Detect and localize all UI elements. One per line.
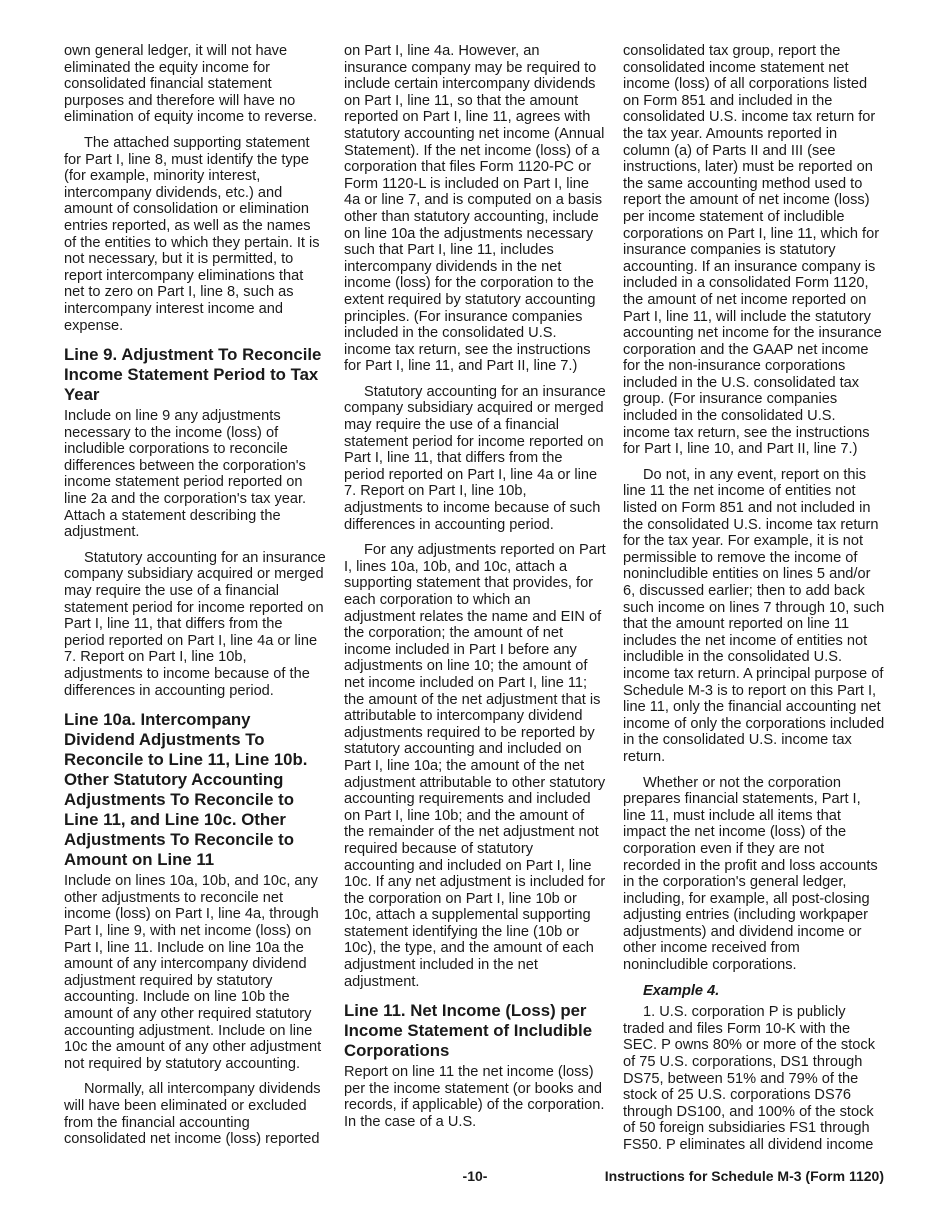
paragraph: Include on line 9 any adjustments necessary to the income (loss) of includible corporations to reconcile differences between the corporation's income statement period reported on line 2a and the corporation's tax year. Attach a statement describing the adjustment. bbox=[64, 408, 307, 541]
paragraph: Report on line 11 the net income (loss) per the income statement (or books and records, if applicable) of the corporation. In the case of a U.S. bbox=[344, 1064, 605, 1131]
paragraph: own general ledger, it will not have eliminated the equity income for consolidated financial statement purposes and therefore will have no elimination of equity income to reverse. bbox=[64, 43, 318, 126]
paragraph: Normally, all intercompany dividends will have been eliminated or excluded from the financial accounting consolidated net income (loss) reported bbox=[64, 1081, 321, 1148]
section-heading-line-11: Line 11. Net Income (Loss) per Income Statement of Includible Corporations bbox=[344, 1001, 593, 1061]
paragraph: 1. U.S. corporation P is publicly traded and files Form 10-K with the SEC. P owns 80% or more of the stock of 75 U.S. corporations, DS1 through DS75, between 51% and 79% of the stock of 25 U.S. corporations DS76 through DS100, and 100% of the stock of 50 foreign subsidiaries FS1 through FS50. P eliminates all dividend income bbox=[623, 1004, 875, 1153]
column-3 bbox=[623, 43, 885, 1163]
paragraph: on Part I, line 4a. However, an insurance company may be required to include certain intercompany dividends on Part I, line 11, so that the amount reported on Part I, line 11, agrees with statutory accounting net income (Annual Statement). If the net income (loss) of a corporation that files Form 1120-PC or Form 1120-L is included on Part I, line 4a or line 7, and is computed on a basis other than statutory accounting, include on line 10a the adjustments necessary such that Part I, line 11, includes intercompany dividends in the net income (loss) for the corporation to the extent required by statutory accounting principles. (For insurance companies included in the consolidated U.S. income tax return, see the instructions for Part I, line 11, and Part II, line 7.) bbox=[344, 43, 605, 375]
paragraph: consolidated tax group, report the consolidated income statement net income (loss) of all corporations listed on Form 851 and included in the consolidated U.S. income tax return for the tax year. Amounts reported in column (a) of Parts II and III (see instructions, later) must be reported on the same accounting method used to report the amount of net income (loss) per income statement of includible corporations on Part I, line 11, which for insurance companies is statutory accounting. If an insurance company is included in a consolidated Form 1120, the amount of net income reported on Part I, line 11, will include the statutory accounting net income for the insurance corporation and the GAAP net income for the non-insurance corporations included in the U.S. consolidated tax group. (For insurance companies included in the consolidated U.S. income tax return, see the instructions for Part I, line 10, and Part II, line 7.) bbox=[623, 43, 882, 458]
document-title: Instructions for Schedule M-3 (Form 1120) bbox=[604, 1168, 884, 1184]
paragraph: Do not, in any event, report on this line 11 the net income of entities not listed on Form 851 and not included in the consolidated U.S. income tax return for the tax year. For example, it is not permissible to remove the income of nonincludible entities on lines 5 and/or 6, discussed earlier; then to add back such income on lines 7 through 10, such that the amount reported on line 11 includes the net income of entities not includible in the consolidated U.S. income tax return. A principal purpose of Schedule M-3 is to report on this Part I, line 11, only the financial accounting net income of only the corporations included in the consolidated U.S. income tax return. bbox=[623, 466, 885, 765]
column-2 bbox=[344, 43, 606, 1140]
paragraph: Statutory accounting for an insurance company subsidiary acquired or merged may require the use of a financial statement period for income reported on Part I, line 11, that differs from the period reported on Part I, line 4a or line 7. Report on Part I, line 10b, adjustments to income because of the differences in accounting period. bbox=[64, 549, 326, 699]
section-heading-line-9: Line 9. Adjustment To Reconcile Income Statement Period to Tax Year bbox=[64, 345, 322, 405]
paragraph: Include on lines 10a, 10b, and 10c, any other adjustments to reconcile net income (loss) on Part I, line 4a, through Part I, line 9, with net income (loss) on Part I, line 11. Include on line 10a the amount of any intercompany dividend adjustment required by statutory accounting. Include on line 10b the amount of any other required statutory accounting adjustment. Include on line 10c the amount of any other adjustment not required by statutory accounting. bbox=[64, 873, 322, 1072]
paragraph: Whether or not the corporation prepares financial statements, Part I, line 11, must include all items that impact the net income (loss) of the corporation even if they are not recorded in the profit and loss accounts in the corporation's general ledger, including, for example, all post-closing adjusting entries (including workpaper adjustments) and dividend income or other income received from nonincludible corporations. bbox=[623, 774, 878, 974]
section-heading-line-10: Line 10a. Intercompany Dividend Adjustments To Reconcile to Line 11, Line 10b. Other Statutory Accounting Adjustments To Reconcile to Line 11, and Line 10c. Other Adjustments To Reconcile to Amount on Line 11 bbox=[64, 710, 308, 870]
page-number: -10- bbox=[462, 1168, 488, 1184]
column-1 bbox=[64, 43, 326, 1157]
example-label: Example 4. bbox=[643, 982, 720, 999]
paragraph: The attached supporting statement for Part I, line 8, must identify the type (for example, minority interest, intercompany dividends, etc.) and amount of consolidation or elimination entries reported, as well as the names of the entities to which they pertain. It is not necessary, but it is permitted, to report intercompany eliminations that net to zero on Part I, line 8, such as intercompany interest income and expense. bbox=[64, 134, 320, 334]
paragraph: Statutory accounting for an insurance company subsidiary acquired or merged may require the use of a financial statement period for income reported on Part I, line 11, that differs from the period reported on Part I, line 4a or line 7. Report on Part I, line 10b, adjustments to income because of such differences in accounting period. bbox=[344, 383, 606, 533]
paragraph: For any adjustments reported on Part I, lines 10a, 10b, and 10c, attach a supporting statement that provides, for each corporation to which an adjustment relates the name and EIN of the corporation; the amount of net income included in Part I before any adjustments on line 10; the amount of net income included on Part I, line 11; the amount of the net adjustment that is attributable to intercompany dividend adjustments required to be reported by statutory accounting and included on Part I, line 10a; the amount of the net adjustment attributable to other statutory accounting requirements and included on Part I, line 10b; and the amount of the remainder of the net adjustment not required because of statutory accounting and included on Part I, line 10c. If any net adjustment is included for the corporation on Part I, line 10b or 10c, attach a supplemental supporting statement identifying the line (10b or 10c), the type, and the amount of each adjustment included in the net adjustment. bbox=[344, 542, 606, 990]
